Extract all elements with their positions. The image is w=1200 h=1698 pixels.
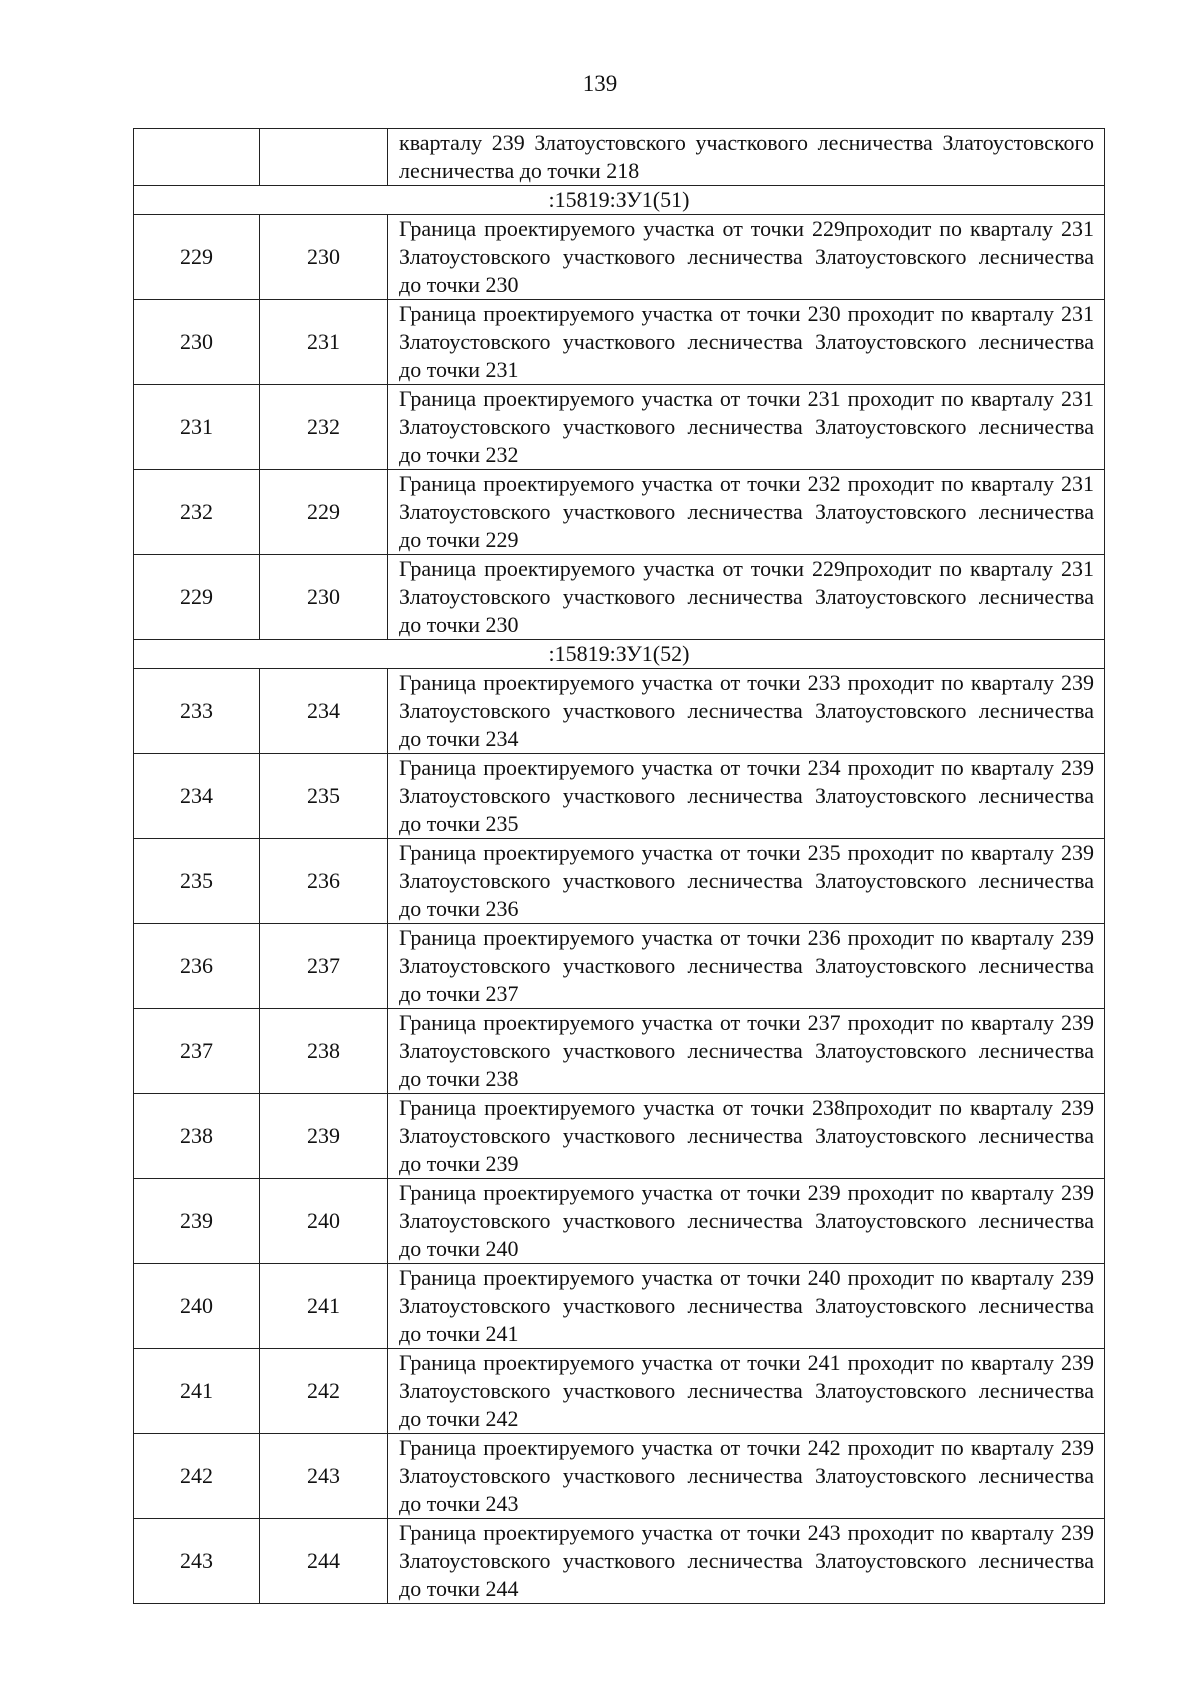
- from-point-cell: [134, 129, 260, 186]
- from-point-cell: 231: [134, 385, 260, 470]
- description-cell: Граница проектируемого участка от точки 237 проходит по кварталу 239 Златоустовского участкового лесничества Златоустовского лесничества до точки 238: [388, 1009, 1105, 1094]
- to-point-cell: [260, 129, 388, 186]
- table-row: [134, 555, 1105, 640]
- table-row: [134, 385, 1105, 470]
- description-cell: Граница проектируемого участка от точки 229проходит по кварталу 231 Златоустовского участкового лесничества Златоустовского лесничества до точки 230: [388, 215, 1105, 300]
- table-row: [134, 754, 1105, 839]
- from-point-cell: 238: [134, 1094, 260, 1179]
- table-row: [134, 839, 1105, 924]
- table-row: [134, 1264, 1105, 1349]
- description-cell: Граница проектируемого участка от точки 242 проходит по кварталу 239 Златоустовского участкового лесничества Златоустовского лесничества до точки 243: [388, 1434, 1105, 1519]
- to-point-cell: 243: [260, 1434, 388, 1519]
- to-point-cell: 238: [260, 1009, 388, 1094]
- page-number: 139: [582, 71, 618, 96]
- description-cell: Граница проектируемого участка от точки 231 проходит по кварталу 231 Златоустовского участкового лесничества Златоустовского лесничества до точки 232: [388, 385, 1105, 470]
- table-row: [134, 1349, 1105, 1434]
- from-point-cell: 241: [134, 1349, 260, 1434]
- table-row: [134, 1519, 1105, 1604]
- table-row: [134, 470, 1105, 555]
- from-point-cell: 235: [134, 839, 260, 924]
- from-point-cell: 229: [134, 215, 260, 300]
- from-point-cell: 229: [134, 555, 260, 640]
- table-row: [134, 1434, 1105, 1519]
- table-row: [134, 1009, 1105, 1094]
- to-point-cell: 230: [260, 555, 388, 640]
- to-point-cell: 244: [260, 1519, 388, 1604]
- description-cell: Граница проектируемого участка от точки 241 проходит по кварталу 239 Златоустовского участкового лесничества Златоустовского лесничества до точки 242: [388, 1349, 1105, 1434]
- description-cell: Граница проектируемого участка от точки 229проходит по кварталу 231 Златоустовского участкового лесничества Златоустовского лесничества до точки 230: [388, 555, 1105, 640]
- continuation-row: [134, 129, 1105, 186]
- to-point-cell: 229: [260, 470, 388, 555]
- description-cell: Граница проектируемого участка от точки 232 проходит по кварталу 231 Златоустовского участкового лесничества Златоустовского лесничества до точки 229: [388, 470, 1105, 555]
- table-body: [134, 129, 1105, 1604]
- table-row: [134, 215, 1105, 300]
- section-header-row: [134, 186, 1105, 215]
- table-row: [134, 924, 1105, 1009]
- description-cell: Граница проектируемого участка от точки 240 проходит по кварталу 239 Златоустовского участкового лесничества Златоустовского лесничества до точки 241: [388, 1264, 1105, 1349]
- from-point-cell: 242: [134, 1434, 260, 1519]
- to-point-cell: 242: [260, 1349, 388, 1434]
- section-title: :15819:ЗУ1(51): [134, 186, 1105, 215]
- table-row: [134, 1179, 1105, 1264]
- description-cell: Граница проектируемого участка от точки 239 проходит по кварталу 239 Златоустовского участкового лесничества Златоустовского лесничества до точки 240: [388, 1179, 1105, 1264]
- description-cell: Граница проектируемого участка от точки 236 проходит по кварталу 239 Златоустовского участкового лесничества Златоустовского лесничества до точки 237: [388, 924, 1105, 1009]
- description-cell: Граница проектируемого участка от точки 230 проходит по кварталу 231 Златоустовского участкового лесничества Златоустовского лесничества до точки 231: [388, 300, 1105, 385]
- to-point-cell: 234: [260, 669, 388, 754]
- boundary-table: [133, 128, 1105, 1604]
- to-point-cell: 230: [260, 215, 388, 300]
- description-cell: Граница проектируемого участка от точки 233 проходит по кварталу 239 Златоустовского участкового лесничества Златоустовского лесничества до точки 234: [388, 669, 1105, 754]
- description-cell: Граница проектируемого участка от точки 234 проходит по кварталу 239 Златоустовского участкового лесничества Златоустовского лесничества до точки 235: [388, 754, 1105, 839]
- to-point-cell: 237: [260, 924, 388, 1009]
- section-title: :15819:ЗУ1(52): [134, 640, 1105, 669]
- table-row: [134, 300, 1105, 385]
- to-point-cell: 235: [260, 754, 388, 839]
- to-point-cell: 232: [260, 385, 388, 470]
- to-point-cell: 240: [260, 1179, 388, 1264]
- to-point-cell: 241: [260, 1264, 388, 1349]
- description-cell: Граница проектируемого участка от точки 235 проходит по кварталу 239 Златоустовского участкового лесничества Златоустовского лесничества до точки 236: [388, 839, 1105, 924]
- from-point-cell: 234: [134, 754, 260, 839]
- table-row: [134, 1094, 1105, 1179]
- from-point-cell: 240: [134, 1264, 260, 1349]
- from-point-cell: 239: [134, 1179, 260, 1264]
- from-point-cell: 233: [134, 669, 260, 754]
- from-point-cell: 230: [134, 300, 260, 385]
- description-cell: кварталу 239 Златоустовского участкового лесничества Златоустовского лесничества до точки 218: [388, 129, 1105, 186]
- to-point-cell: 231: [260, 300, 388, 385]
- section-header-row: [134, 640, 1105, 669]
- from-point-cell: 232: [134, 470, 260, 555]
- to-point-cell: 236: [260, 839, 388, 924]
- from-point-cell: 236: [134, 924, 260, 1009]
- description-cell: Граница проектируемого участка от точки 243 проходит по кварталу 239 Златоустовского участкового лесничества Златоустовского лесничества до точки 244: [388, 1519, 1105, 1604]
- description-cell: Граница проектируемого участка от точки 238проходит по кварталу 239 Златоустовского участкового лесничества Златоустовского лесничества до точки 239: [388, 1094, 1105, 1179]
- from-point-cell: 237: [134, 1009, 260, 1094]
- to-point-cell: 239: [260, 1094, 388, 1179]
- from-point-cell: 243: [134, 1519, 260, 1604]
- table-row: [134, 669, 1105, 754]
